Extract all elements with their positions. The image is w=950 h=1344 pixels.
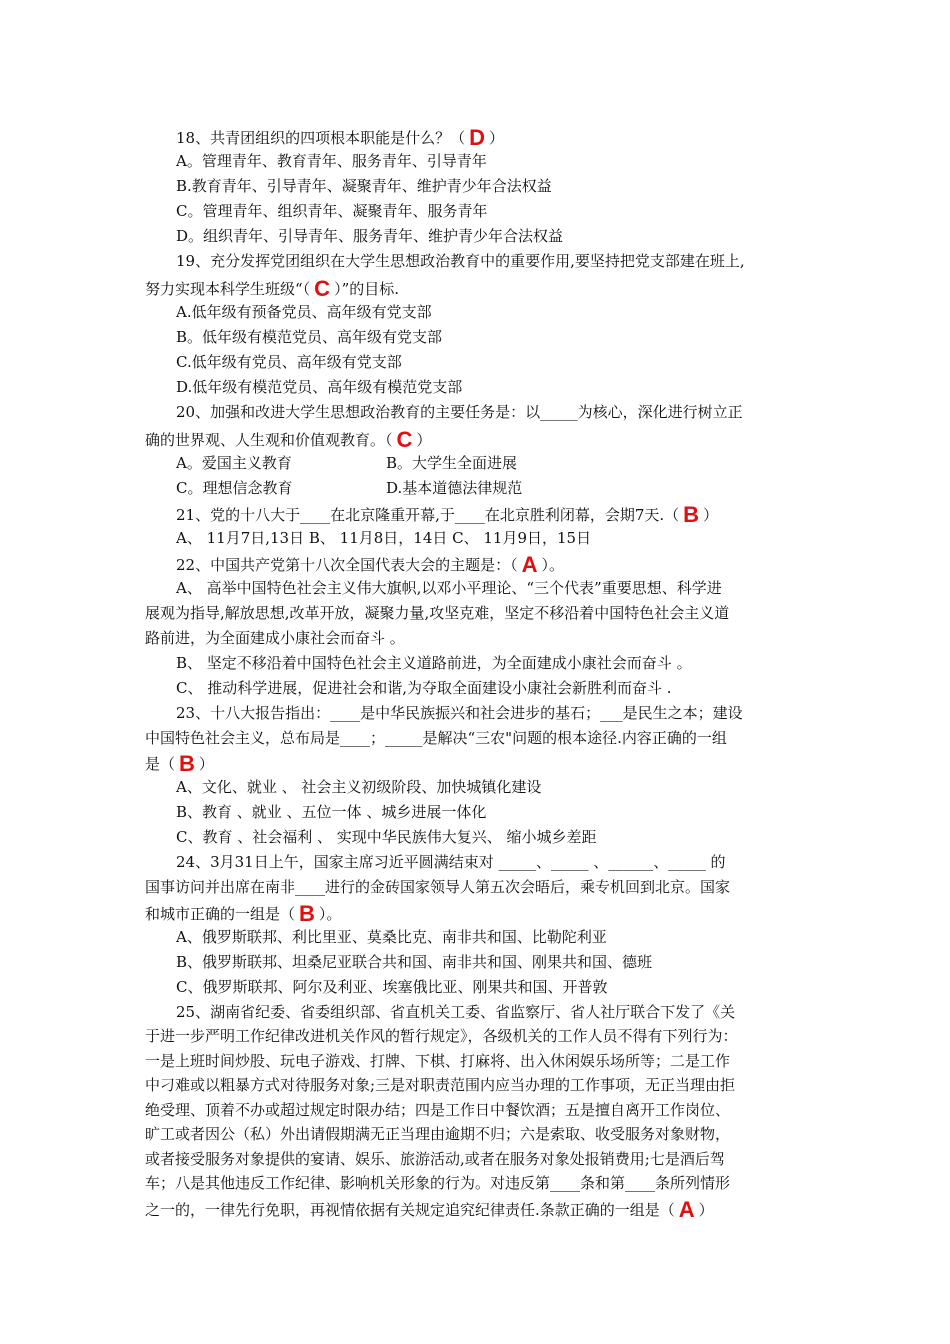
q23-stem-text: 是（ (145, 755, 176, 773)
q20-stem-end: ） (416, 431, 432, 449)
q23-answer: B (179, 751, 195, 776)
q23-option-b: B、教育 、就业 、五位一体 、城乡进展一体化 (176, 803, 487, 821)
q23-stem-line2: 中国特色社会主义，总布局是____；_____是解决“三农"问题的根本途径.内容正确的一组 (145, 729, 727, 747)
q20-option-d: D.基本道德法律规范 (386, 479, 523, 497)
q19-option-b: B。低年级有模范党员、高年级有党支部 (176, 328, 443, 346)
q19-stem-end: ）”的目标. (334, 280, 399, 298)
q24-option-c: C、俄罗斯联邦、阿尔及利亚、埃塞俄比亚、刚果共和国、开普敦 (176, 978, 608, 996)
q22-stem (176, 553, 564, 575)
q18-stem-end: ） (488, 129, 504, 147)
q24-stem-line3 (145, 902, 341, 924)
q20-option-b: B。大学生全面进展 (386, 454, 518, 472)
q21-stem-end: ） (703, 506, 719, 524)
q18-stem (176, 126, 504, 148)
q22-answer: A (521, 552, 538, 577)
q22-stem-end: ）。 (541, 556, 564, 574)
q22-option-a-line3: 路前进，为全面建成小康社会而奋斗 。 (145, 629, 405, 647)
q19-stem-line1: 19、充分发挥党团组织在大学生思想政治教育中的重要作用,要坚持把党支部建在班上, (176, 252, 745, 270)
q25-stem-text: 之一的，一律先行免职，再视情依据有关规定追究纪律责任.条款正确的一组是（ (145, 1201, 675, 1219)
q19-option-c: C.低年级有党员、高年级有党支部 (176, 353, 402, 371)
q22-option-a-line2: 展观为指导,解放思想,改革开放，凝聚力量,攻坚克难，坚定不移沿着中国特色社会主义道 (145, 604, 730, 622)
q25-stem-end: ） (698, 1201, 714, 1219)
q18-option-d: D。组织青年、引导青年、服务青年、维护青少年合法权益 (176, 227, 564, 245)
q25-stem-line6: 旷工或者因公（私）外出请假期满无正当理由逾期不归；六是索取、收受服务对象财物， (145, 1125, 731, 1143)
q25-stem-line8: 车；八是其他违反工作纪律、影响机关形象的行为。对违反第____条和第____条所列情形 (145, 1174, 731, 1192)
q20-option-a: A。爱国主义教育 (176, 454, 292, 472)
q22-stem-text: 22、中国共产党第十八次全国代表大会的主题是：（ (176, 556, 518, 574)
q19-stem-text: 努力实现本科学生班级“（ (145, 280, 311, 298)
q25-stem-line7: 或者接受服务对象提供的宴请、娱乐、旅游活动,或者在服务对象处报销费用;七是酒后驾 (145, 1150, 725, 1168)
q23-stem-end: ） (198, 755, 214, 773)
q18-answer: D (469, 125, 485, 150)
q18-option-c: C。管理青年、组织青年、凝聚青年、服务青年 (176, 202, 488, 220)
q23-option-a: A、文化、就业 、 社会主义初级阶段、加快城镇化建设 (176, 778, 542, 796)
q24-stem-text: 和城市正确的一组是（ (145, 905, 296, 923)
q24-answer: B (299, 901, 315, 926)
q19-option-a: A.低年级有预备党员、高年级有党支部 (176, 303, 432, 321)
q25-stem-line5: 绝受理、顶着不办或超过规定时限办结；四是工作日中餐饮酒；五是擅自离开工作岗位、 (145, 1101, 731, 1119)
q20-stem-line1: 20、加强和改进大学生思想政治教育的主要任务是：以_____为核心，深化进行树立正 (176, 403, 743, 421)
q20-stem-text: 确的世界观、人生观和价值观教育。（ (145, 431, 393, 449)
q24-stem-line1: 24、3月31日上午，国家主席习近平圆满结束对 _____、_____ 、______、_____ 的 (176, 853, 726, 871)
q21-options: A、 11月7日,13日 B、 11月8日，14日 C、 11月9日，15日 (176, 529, 592, 547)
q18-stem-text: 18、共青团组织的四项根本职能是什么？（ (176, 129, 466, 147)
q24-option-b: B、俄罗斯联邦、坦桑尼亚联合共和国、南非共和国、刚果共和国、德班 (176, 953, 653, 971)
q25-stem-line4: 中刁难或以粗暴方式对待服务对象;三是对职责范围内应当办理的工作事项，无正当理由拒 (145, 1076, 736, 1094)
q20-answer: C (396, 427, 413, 452)
q24-option-a: A、俄罗斯联邦、利比里亚、莫桑比克、南非共和国、比勒陀利亚 (176, 928, 607, 946)
q19-option-d: D.低年级有模范党员、高年级有模范党支部 (176, 378, 463, 396)
q25-stem-line1: 25、湖南省纪委、省委组织部、省直机关工委、省监察厅、省人社厅联合下发了《关 (176, 1003, 736, 1021)
q25-stem-line9 (145, 1198, 714, 1220)
q24-stem-line2: 国事访问并出席在南非____进行的金砖国家领导人第五次会晤后，乘专机回到北京。国家 (145, 878, 731, 896)
q25-stem-line3: 一是上班时间炒股、玩电子游戏、打牌、下棋、打麻将、出入休闲娱乐场所等；二是工作 (145, 1052, 731, 1070)
q24-stem-end: ）。 (318, 905, 342, 923)
q23-option-c: C、教育 、社会福利 、 实现中华民族伟大复兴、 缩小城乡差距 (176, 828, 597, 846)
q21-answer: B (683, 502, 700, 527)
q19-stem-line2 (145, 277, 399, 299)
q18-option-b: B.教育青年、引导青年、凝聚青年、维护青少年合法权益 (176, 177, 552, 195)
q19-answer: C (314, 276, 331, 301)
q23-stem-line1: 23、十八大报告指出：____是中华民族振兴和社会进步的基石；___是民生之本；建设 (176, 704, 743, 722)
q20-stem-line2 (145, 428, 431, 450)
q22-option-b: B、 坚定不移沿着中国特色社会主义道路前进，为全面建成小康社会而奋斗 。 (176, 654, 692, 672)
q20-option-c: C。理想信念教育 (176, 479, 293, 497)
q22-option-c: C、 推动科学进展，促进社会和谐,为夺取全面建设小康社会新胜利而奋斗 . (176, 679, 672, 697)
q21-stem (176, 503, 718, 525)
q22-option-a-line1: A、 高举中国特色社会主义伟大旗帜,以邓小平理论、“三个代表”重要思想、科学进 (176, 579, 722, 597)
q23-stem-line3 (145, 752, 214, 774)
q18-option-a: A。管理青年、教育青年、服务青年、引导青年 (176, 152, 487, 170)
q25-answer: A (678, 1197, 695, 1222)
q21-stem-text: 21、党的十八大于____在北京隆重开幕,于____在北京胜利闭幕，会期7天.（ (176, 506, 680, 524)
q25-stem-line2: 于进一步严明工作纪律改进机关作风的暂行规定》，各级机关的工作人员不得有下列行为： (145, 1027, 738, 1045)
